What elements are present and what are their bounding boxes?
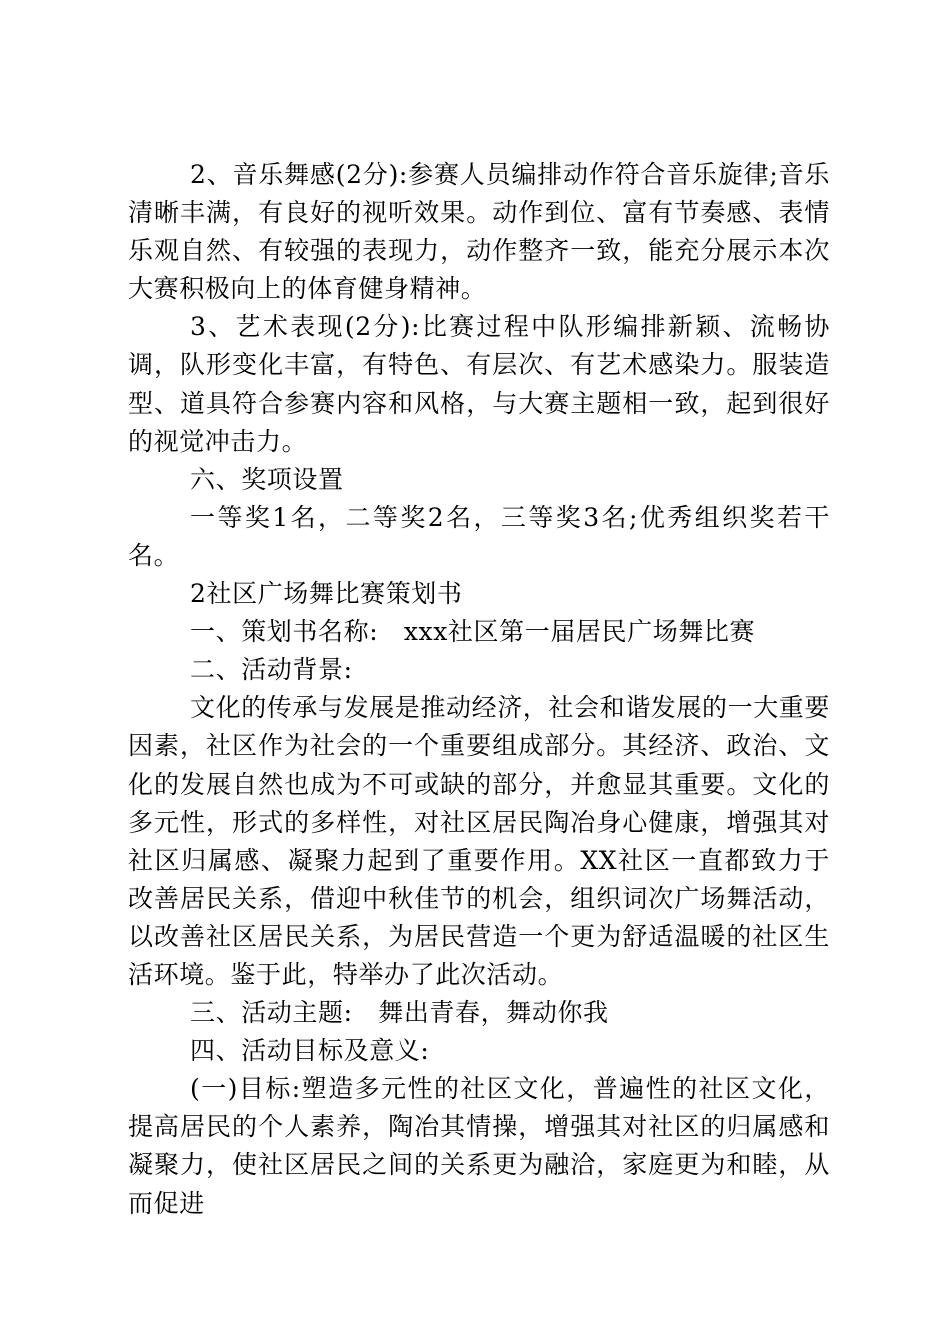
heading-theme: 三、活动主题: 舞出青春，舞动你我	[190, 998, 609, 1028]
paragraph-goals: (一)目标:塑造多元性的社区文化，普遍性的社区文化，提高居民的个人素养，陶冶其情操，增强其对社区的归属感和凝聚力，使社区居民之间的关系更为融洽，家庭更为和睦，从而促进	[128, 1074, 830, 1218]
heading-goals: 四、活动目标及意义:	[190, 1036, 430, 1066]
paragraph-art-performance: 3、艺术表现(2分):比赛过程中队形编排新颖、流畅协调，队形变化丰富，有特色、有层次、有艺术感染力。服装造型、道具符合参赛内容和风格，与大赛主题相一致，起到很好的视觉冲击力。	[128, 312, 830, 456]
heading-plan-title: 2社区广场舞比赛策划书	[190, 579, 463, 609]
paragraph-music-dance: 2、音乐舞感(2分):参赛人员编排动作符合音乐旋律;音乐清晰丰满，有良好的视听效果。动作到位、富有节奏感、表情乐观自然、有较强的表现力，动作整齐一致，能充分展示本次大赛积极向上的体育健身精神。	[128, 160, 830, 304]
heading-awards: 六、奖项设置	[190, 464, 344, 494]
paragraph-background: 文化的传承与发展是推动经济，社会和谐发展的一大重要因素，社区作为社会的一个重要组成部分。其经济、政治、文化的发展自然也成为不可或缺的部分，并愈显其重要。文化的多元性，形式的多样性，对社区居民陶冶身心健康，增强其对社区归属感、凝聚力起到了重要作用。XX社区一直都致力于改善居民关系，借迎中秋佳节的机会，组织词次广场舞活动，以改善社区居民关系，为居民营造一个更为舒适温暖的社区生活环境。鉴于此，特举办了此次活动。	[128, 693, 831, 989]
paragraph-awards-detail: 一等奖1名，二等奖2名，三等奖3名;优秀组织奖若干名。	[128, 502, 830, 570]
document-body	[128, 156, 830, 1223]
heading-plan-name: 一、策划书名称: xxx社区第一届居民广场舞比赛	[190, 617, 756, 647]
heading-background: 二、活动背景:	[190, 655, 353, 685]
